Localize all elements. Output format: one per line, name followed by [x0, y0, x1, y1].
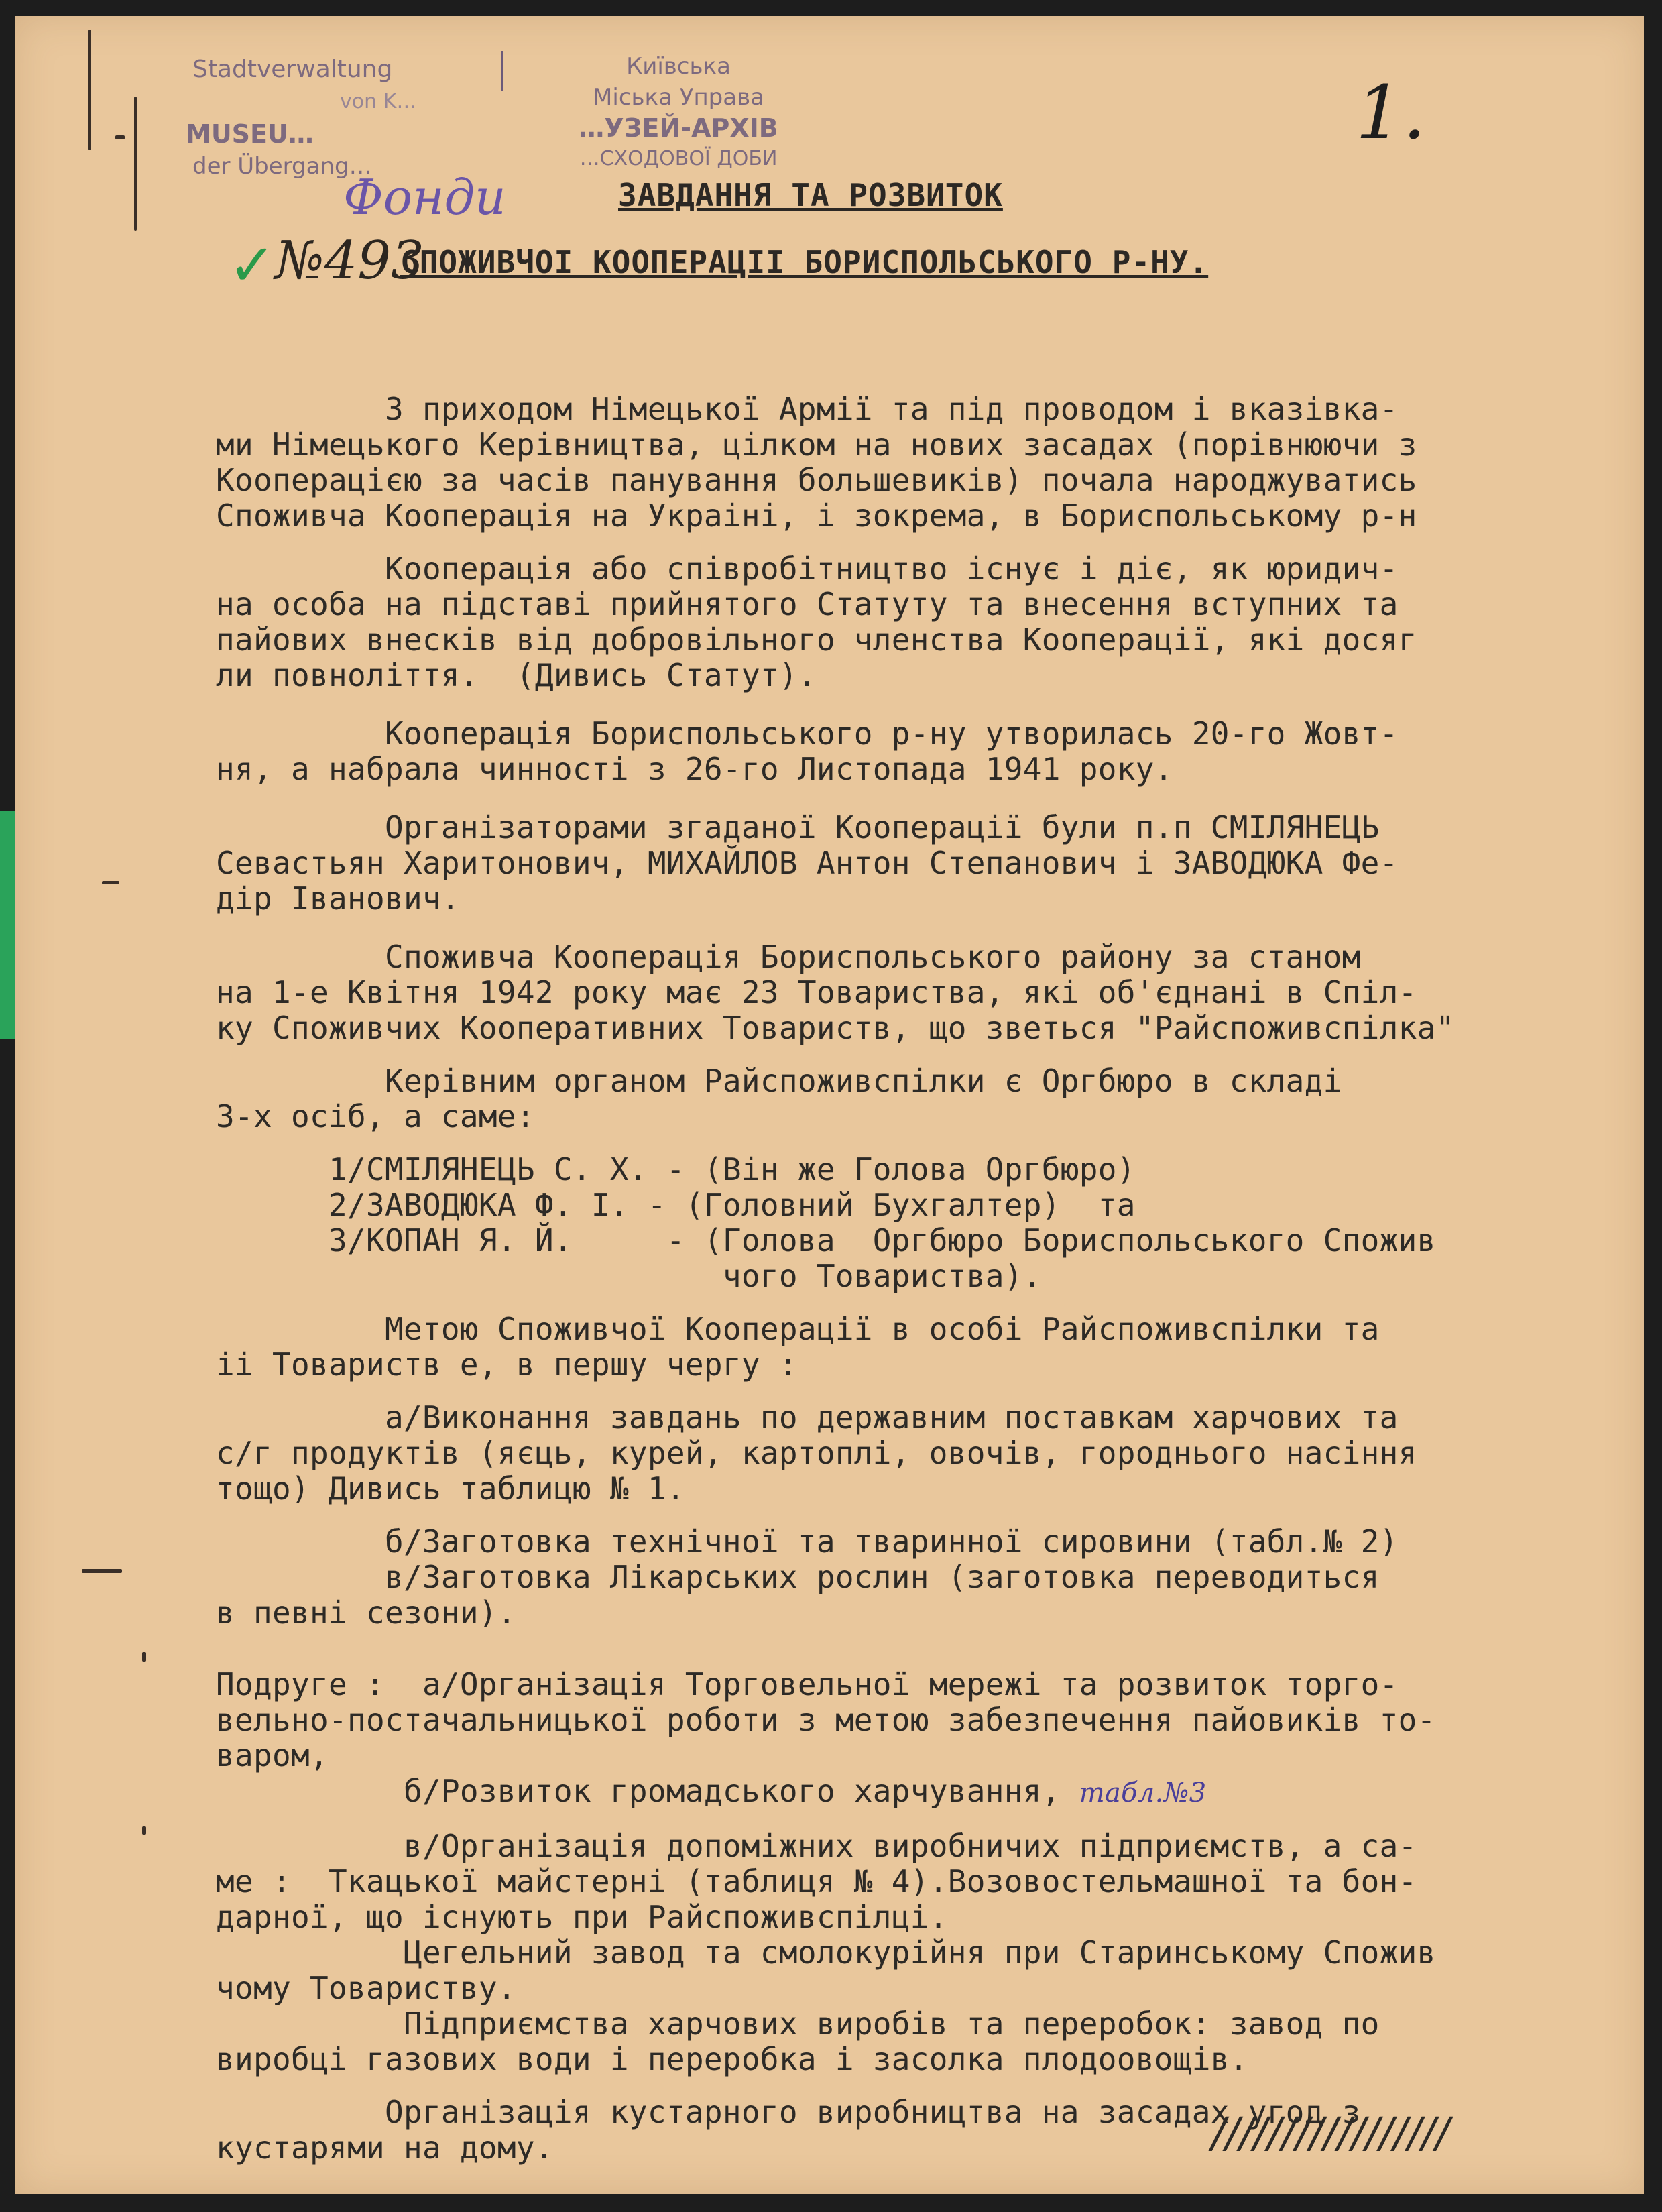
folio-number: 1.	[1356, 70, 1426, 156]
german-museum-stamp	[186, 54, 474, 182]
paragraph: Подруге : а/Організація Торговельної мережі та розвиток торго- вельно-постачальницької роботи з метою забезпечення пайовиків то- варом,	[216, 1666, 1436, 1773]
paragraph: Організація кустарного виробництва на засадах угод з кустарями на дому.	[216, 2094, 1361, 2166]
paragraph: а/Виконання завдань по державним поставкам харчових та с/г продуктів (яєць, курей, картоплі, овочів, городнього насіння тощо) Дивись таблицю № 1.	[216, 1399, 1417, 1507]
stamp-line: Міська Управа	[593, 84, 764, 111]
ukrainian-museum-stamp	[538, 51, 819, 174]
page-edge-mark	[115, 135, 125, 139]
document-title-line1: ЗАВДАННЯ ТА РОЗВИТОК	[618, 177, 1003, 213]
document-title-line2: СПОЖИВЧОІ КООПЕРАЦІІ БОРИСПОЛЬСЬКОГО Р-НУ.	[400, 244, 1209, 280]
paragraph: Метою Споживчої Кооперації в особі Райспоживспілки та іі Товариств е, в першу чергу :	[216, 1311, 1380, 1383]
stamp-line: …СХОДОВОЇ ДОБИ	[579, 147, 778, 170]
stamp-line: …УЗЕЙ-АРХІВ	[579, 113, 778, 143]
page-edge-mark	[102, 881, 119, 884]
stamp-divider	[501, 51, 503, 91]
background-green-strip	[0, 811, 15, 1039]
paragraph: в/Організація допоміжних виробничих підприємств, а са- ме : Ткацької майстерні (таблиця № 4).Возовостельмашної та бон- дарної, що існують при Райспоживспілці. Цегельний завод та смолокурійня при Старинському Спожив чому Товариству. Підприємства харчових виробів та переробок: завод по виробці газових води і переробка і засолка плодоовощів.	[216, 1828, 1436, 2077]
orgburo-members-list: 1/СМІЛЯНЕЦЬ С. Х. - (Він же Голова Оргбюро) 2/ЗАВОДЮКА Ф. І. - (Головний Бухгалтер) та 3/КОПАН Я. Й. - (Голова Оргбюро Бориспольського Спожив чого Товариства).	[328, 1151, 1436, 1294]
handwritten-fondy-note: Фонди	[343, 169, 506, 225]
check-mark-icon: ✓	[228, 232, 277, 299]
page-edge-mark	[134, 97, 137, 231]
stamp-line: Stadtverwaltung	[192, 56, 393, 83]
stamp-line: MUSEU…	[186, 119, 314, 149]
archival-document-page	[15, 16, 1644, 2194]
closing-slash-marks: /////////////////	[1211, 2108, 1450, 2157]
stamp-line: von K…	[340, 90, 417, 113]
paragraph: Організаторами згаданої Кооперації були п.п СМІЛЯНЕЦЬ Севастьян Харитонович, МИХАЙЛОВ Антон Степанович і ЗАВОДЮКА Фе- дір Іванович.	[216, 809, 1399, 917]
page-edge-mark	[142, 1652, 146, 1662]
paragraph: З приходом Німецької Армії та під проводом і вказівка- ми Німецького Керівництва, цілком на нових засадах (порівнюючи з Кооперацією за часів панування большевиків) почала народжуватись Споживча Кооперація на Украіні, і зокрема, в Бориспольському р-н	[216, 391, 1417, 534]
paragraph	[216, 1773, 1590, 1811]
document-body	[216, 392, 1590, 2166]
paragraph-text: б/Розвиток громадського харчування,	[216, 1773, 1079, 1809]
handwritten-file-number: №493	[275, 231, 424, 291]
stamp-line: der Übergang…	[192, 153, 372, 180]
stamp-line: Київська	[626, 53, 731, 80]
page-edge-mark	[142, 1826, 146, 1835]
paragraph: Кооперація Бориспольського р-ну утворилась 20-го Жовт- ня, а набрала чинності з 26-го Листопада 1941 року.	[216, 715, 1399, 787]
page-edge-mark	[88, 30, 91, 150]
page-edge-mark	[82, 1569, 122, 1573]
handwritten-table-note: табл.№3	[1079, 1778, 1207, 1808]
paragraph: б/Заготовка технічної та тваринної сировини (табл.№ 2) в/Заготовка Лікарських рослин (заготовка переводиться в певні сезони).	[216, 1523, 1399, 1631]
paragraph: Керівним органом Райспоживспілки є Оргбюро в складі 3-х осіб, а саме:	[216, 1063, 1342, 1134]
paragraph: Споживча Кооперація Бориспольського району за станом на 1-е Квітня 1942 року має 23 Товариства, які об'єднані в Спіл- ку Споживчих Кооперативних Товариств, що зветься "Райспоживспілка"	[216, 939, 1455, 1046]
paragraph: Кооперація або співробітництво існує і діє, як юридич- на особа на підставі прийнятого Статуту та внесення вступних та пайових внесків від добровільного членства Кооперації, які досяг ли повноліття. (Дивись Статут).	[216, 550, 1417, 693]
